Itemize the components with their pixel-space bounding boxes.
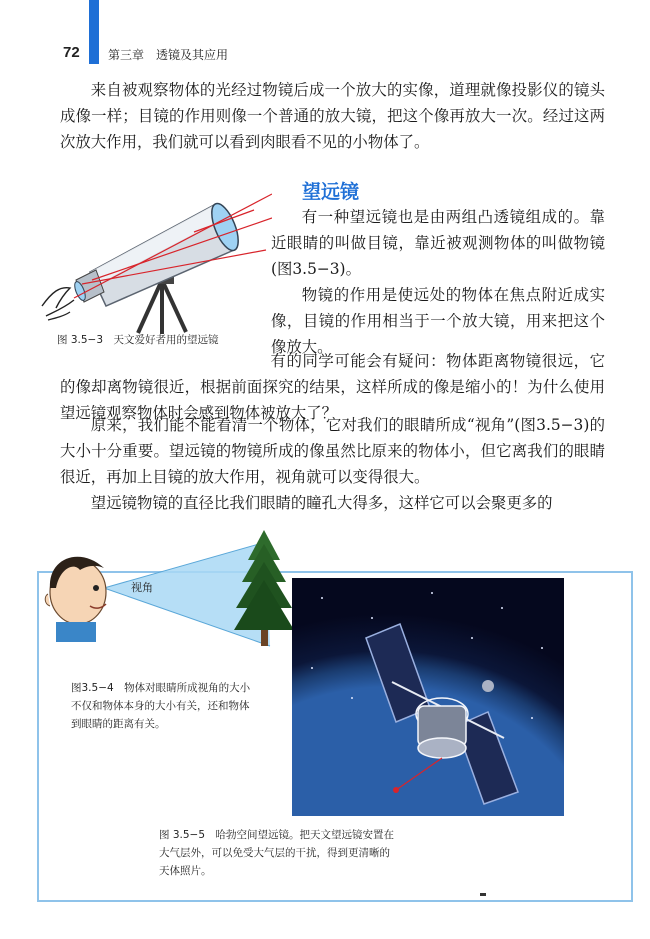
paragraph-telescope-lenses: 有一种望远镜也是由两组凸透镜组成的。靠近眼睛的叫做目镜，靠近被观测物体的叫做物镜(图3.5−3)。 bbox=[271, 208, 605, 278]
pine-tree-illustration bbox=[234, 530, 294, 648]
page-footer-mark bbox=[480, 893, 486, 896]
hubble-telescope-photo bbox=[292, 578, 564, 816]
chapter-title: 第三章 透镜及其应用 bbox=[108, 48, 229, 62]
figure-caption-3-5-4: 图3.5−4 物体对眼睛所成视角的大小不仅和物体本身的大小有关，还和物体到眼睛的距离有关。 bbox=[71, 682, 251, 730]
paragraph-visual-angle: 原来，我们能不能看清一个物体，它对我们的眼睛所成“视角”(图3.5−3)的大小十分重要。望远镜的物镜所成的像虽然比原来的物体小，但它离我们的眼睛很近，再加上目镜的放大作用，视角就可以变得很大。 bbox=[60, 416, 605, 486]
visual-angle-label: 视角 bbox=[131, 581, 153, 594]
paragraph-objective-function: 物镜的作用是使远处的物体在焦点附近成实像，目镜的作用相当于一个放大镜，用来把这个像放大。 bbox=[271, 286, 605, 356]
figure-caption-3-5-5: 图 3.5−5 哈勃空间望远镜。把天文望远镜安置在大气层外，可以免受大气层的干扰，得到更清晰的天体照片。 bbox=[159, 829, 395, 877]
figure-caption-3-5-3: 图 3.5−3 天文爱好者用的望远镜 bbox=[57, 334, 219, 346]
page-number: 72 bbox=[63, 44, 80, 61]
chapter-side-bar bbox=[89, 0, 99, 64]
paragraph-aperture: 望远镜物镜的直径比我们眼睛的瞳孔大得多，这样它可以会聚更多的 bbox=[90, 494, 553, 512]
paragraph-question-text: 有的同学可能会有疑问：物体距离物镜很远，它的像却离物镜很近，根据前面探究的结果，这样所成的像是缩小的！为什么使用望远镜观察物体时会感到物体被放大了？ bbox=[60, 352, 605, 422]
section-title-telescope: 望远镜 bbox=[302, 181, 360, 203]
telescope-illustration bbox=[34, 188, 272, 338]
paragraph-microscope-summary: 来自被观察物体的光经过物镜后成一个放大的实像，道理就像投影仪的镜头成像一样；目镜的作用则像一个普通的放大镜，把这个像再放大一次。经过这两次放大作用，我们就可以看到肉眼看不见的小物体了。 bbox=[60, 81, 605, 151]
